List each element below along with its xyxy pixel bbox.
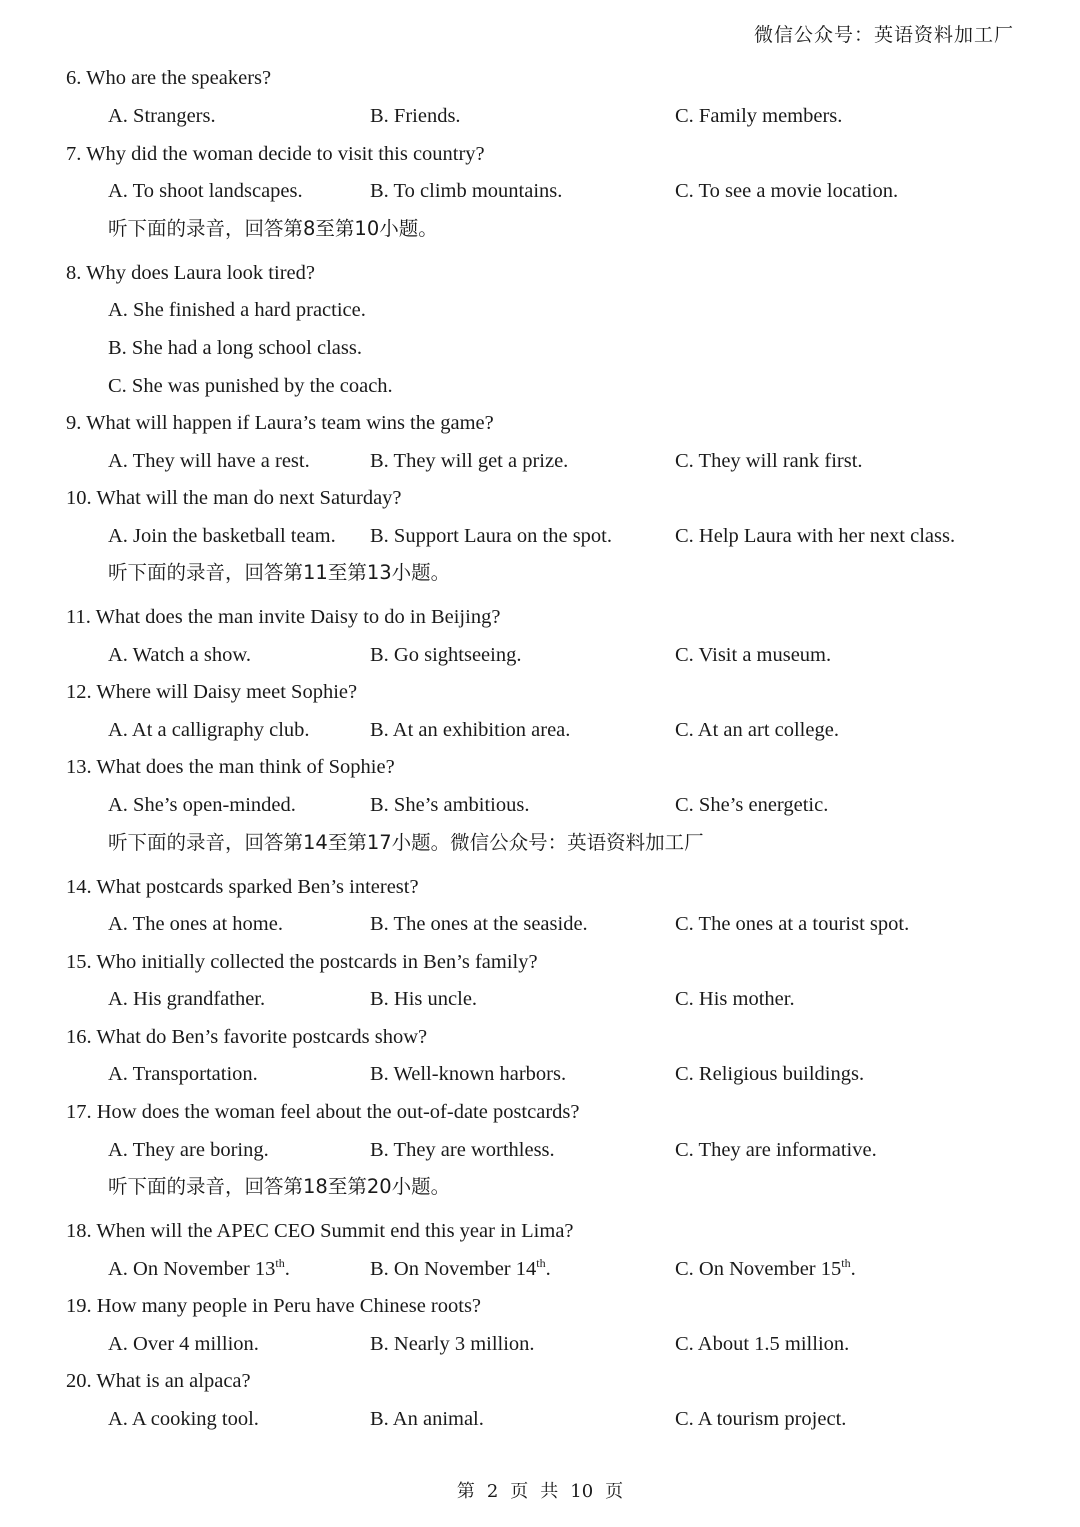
question-15-stem: 15. Who initially collected the postcards in Ben’s family? — [66, 951, 538, 973]
page-number: 2 — [486, 1481, 499, 1502]
footer-ye: 页 — [510, 1481, 529, 1502]
question-15-option-b: B. His uncle. — [370, 988, 478, 1010]
ordinal-suffix: th — [536, 1256, 546, 1270]
page-footer — [0, 1477, 1080, 1503]
question-9-option-c: C. They will rank first. — [675, 450, 863, 472]
question-18-option-b: B. On November 14th. — [370, 1256, 551, 1280]
option-a-text: A. On November 13 — [108, 1258, 276, 1280]
question-6-option-c: C. Family members. — [675, 105, 843, 127]
question-19-option-a: A. Over 4 million. — [108, 1333, 259, 1355]
question-12-option-b: B. At an exhibition area. — [370, 719, 571, 741]
question-20-option-c: C. A tourism project. — [675, 1408, 847, 1430]
ordinal-suffix: th — [841, 1256, 851, 1270]
question-14-stem: 14. What postcards sparked Ben’s interest? — [66, 876, 419, 898]
question-16-option-a: A. Transportation. — [108, 1063, 258, 1085]
question-19-stem: 19. How many people in Peru have Chinese roots? — [66, 1295, 482, 1317]
question-12-stem: 12. Where will Daisy meet Sophie? — [66, 681, 358, 703]
question-10-option-c: C. Help Laura with her next class. — [675, 525, 956, 547]
question-20-option-b: B. An animal. — [370, 1408, 484, 1430]
question-11-stem: 11. What does the man invite Daisy to do in Beijing? — [66, 606, 501, 628]
question-17-option-b: B. They are worthless. — [370, 1139, 555, 1161]
question-15-option-c: C. His mother. — [675, 988, 795, 1010]
option-c-text: C. On November 15 — [675, 1258, 842, 1280]
question-9-option-a: A. They will have a rest. — [108, 450, 310, 472]
question-11-option-c: C. Visit a museum. — [675, 644, 832, 666]
question-10-stem: 10. What will the man do next Saturday? — [66, 487, 402, 509]
question-18-option-c: C. On November 15th. — [675, 1256, 856, 1280]
footer-di: 第 — [456, 1481, 475, 1502]
question-16-option-b: B. Well-known harbors. — [370, 1063, 567, 1085]
question-7-stem: 7. Why did the woman decide to visit this country? — [66, 143, 485, 165]
question-12-option-a: A. At a calligraphy club. — [108, 719, 310, 741]
question-13-option-b: B. She’s ambitious. — [370, 794, 530, 816]
question-18-option-a: A. On November 13th. — [108, 1256, 290, 1280]
question-6-stem: 6. Who are the speakers? — [66, 67, 272, 89]
listening-instruction-8-10: 听下面的录音，回答第8至第10小题。 — [108, 217, 438, 240]
question-8-stem: 8. Why does Laura look tired? — [66, 262, 315, 284]
question-16-option-c: C. Religious buildings. — [675, 1063, 865, 1085]
ordinal-suffix: th — [275, 1256, 285, 1270]
question-15-option-a: A. His grandfather. — [108, 988, 266, 1010]
question-13-stem: 13. What does the man think of Sophie? — [66, 756, 395, 778]
question-10-option-a: A. Join the basketball team. — [108, 525, 336, 547]
question-17-option-a: A. They are boring. — [108, 1139, 269, 1161]
footer-gong: 共 — [540, 1481, 559, 1502]
question-17-stem: 17. How does the woman feel about the out-of-date postcards? — [66, 1101, 580, 1123]
question-7-option-a: A. To shoot landscapes. — [108, 180, 303, 202]
question-14-option-b: B. The ones at the seaside. — [370, 913, 588, 935]
question-9-option-b: B. They will get a prize. — [370, 450, 569, 472]
page-header-watermark: 微信公众号：英语资料加工厂 — [753, 24, 1014, 46]
question-20-option-a: A. A cooking tool. — [108, 1408, 259, 1430]
question-14-option-a: A. The ones at home. — [108, 913, 283, 935]
question-11-option-b: B. Go sightseeing. — [370, 644, 522, 666]
listening-instruction-11-13: 听下面的录音，回答第11至第13小题。 — [108, 561, 451, 584]
question-19-option-b: B. Nearly 3 million. — [370, 1333, 535, 1355]
question-20-stem: 20. What is an alpaca? — [66, 1370, 251, 1392]
question-6-option-a: A. Strangers. — [108, 105, 216, 127]
question-11-option-a: A. Watch a show. — [108, 644, 251, 666]
total-pages: 10 — [570, 1481, 594, 1502]
question-7-option-c: C. To see a movie location. — [675, 180, 899, 202]
question-8-option-c: C. She was punished by the coach. — [108, 375, 393, 397]
question-6-option-b: B. Friends. — [370, 105, 461, 127]
question-8-option-b: B. She had a long school class. — [108, 337, 362, 359]
question-14-option-c: C. The ones at a tourist spot. — [675, 913, 910, 935]
question-16-stem: 16. What do Ben’s favorite postcards show? — [66, 1026, 428, 1048]
question-13-option-c: C. She’s energetic. — [675, 794, 829, 816]
question-9-stem: 9. What will happen if Laura’s team wins the game? — [66, 412, 494, 434]
question-8-option-a: A. She finished a hard practice. — [108, 299, 366, 321]
question-19-option-c: C. About 1.5 million. — [675, 1333, 850, 1355]
question-7-option-b: B. To climb mountains. — [370, 180, 563, 202]
question-18-stem: 18. When will the APEC CEO Summit end this year in Lima? — [66, 1220, 574, 1242]
question-12-option-c: C. At an art college. — [675, 719, 839, 741]
footer-ye: 页 — [605, 1481, 624, 1502]
question-10-option-b: B. Support Laura on the spot. — [370, 525, 612, 547]
question-13-option-a: A. She’s open-minded. — [108, 794, 296, 816]
listening-instruction-14-17: 听下面的录音，回答第14至第17小题。微信公众号：英语资料加工厂 — [108, 831, 704, 854]
question-17-option-c: C. They are informative. — [675, 1139, 877, 1161]
listening-instruction-18-20: 听下面的录音，回答第18至第20小题。 — [108, 1175, 451, 1198]
option-b-text: B. On November 14 — [370, 1258, 537, 1280]
